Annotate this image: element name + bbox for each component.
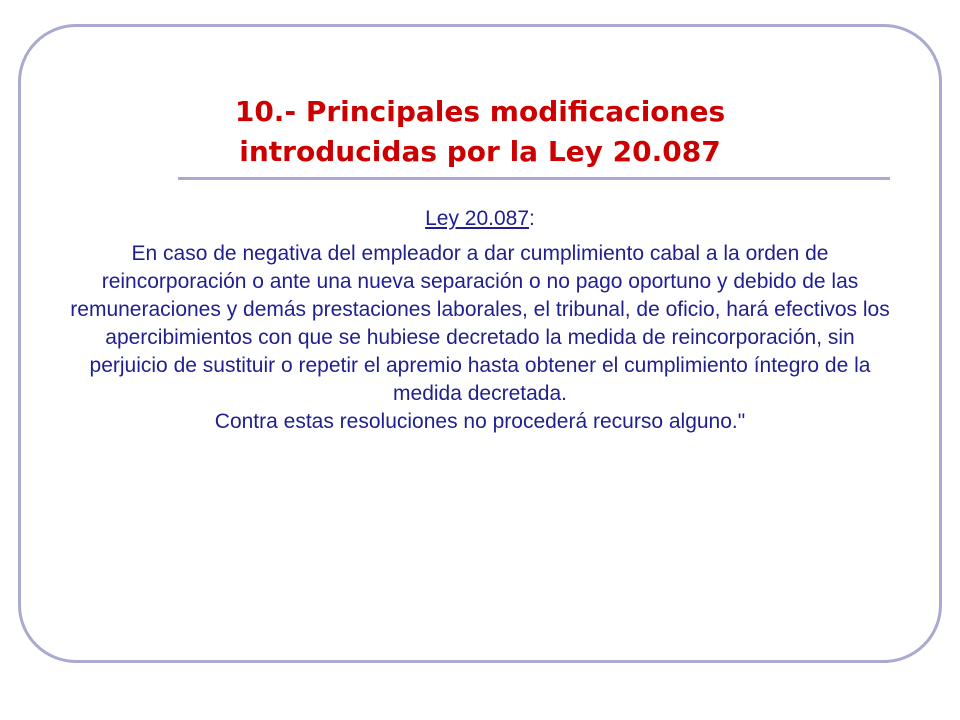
law-heading bbox=[70, 205, 890, 233]
title-divider bbox=[178, 177, 890, 180]
law-link[interactable]: Ley 20.087 bbox=[425, 207, 530, 230]
slide-title bbox=[80, 92, 880, 172]
closing-sentence: Contra estas resoluciones no procederá recurso alguno." bbox=[214, 410, 746, 433]
law-heading-colon: : bbox=[529, 207, 535, 230]
body-text bbox=[70, 205, 890, 436]
title-line-2: introducidas por la Ley 20.087 bbox=[239, 135, 721, 168]
law-paragraph: En caso de negativa del empleador a dar cumplimiento cabal a la orden de reincorporación o ante una nueva separación o no pago oportuno y debido de las remuneraciones y demás prestaciones laborales, el tribunal, de oficio, hará efectivos los apercibimientos con que se hubiese decretado la medida de reincorporación, sin perjuicio de sustituir o repetir el apremio hasta obtener el cumplimiento íntegro de la medida decretada. bbox=[70, 242, 890, 405]
title-line-1: 10.- Principales modificaciones bbox=[234, 95, 726, 128]
